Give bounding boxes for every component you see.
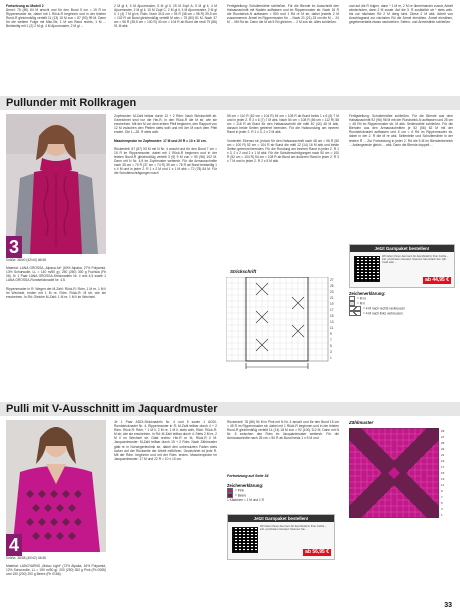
- zopf-text: Zopfmuster: M-Zahl teilbar durch 12 + 2 Rdm. Nach Strickschrift str. Gezeichnet sind nur die Hin-R, in den Rück-R die M str, wie sie erscheinen. Mit der M vor dem ersten Pfeil beginnen, den Rapport von 12 M zwischen den Pfeilen stets wdh und mit der M nach dem Pfeil enden. Die 1.–28. R stets wdh.: [114, 114, 217, 135]
- pullunder-photo: [6, 114, 106, 254]
- zaehl-row-label: 1: [441, 513, 443, 517]
- garnpaket-box-4[interactable]: [227, 514, 335, 560]
- legend-item-label: = 4 M nach links verkreuzen: [363, 311, 403, 316]
- zaehlmuster-chart: [349, 428, 453, 524]
- section4-col3-body: Rückenteil: 78 (86) 94 M in Pink mit N Nr. 4 anschl und für den Bund 15 cm = 45 R im Rippenmuster str, dabei mit 1 Rück-R beginnen und in der letzten Rund-R gleichmäßig verteilt 14 (14) 18 M zun = 92 (100) 112 M. Dann mit N Nr. 5 zwischen den Rdm im Jacquardmuster weiterstr. Für die Armausschnitte nach 25 cm = 50 R ab Bund beids 1 x 5 M und: [227, 420, 339, 441]
- legend-title-4: Zeichenerklärung:: [227, 483, 264, 488]
- legend-item-label: = 4 M nach rechts verkreuzen: [363, 306, 406, 311]
- section3-title-band: [0, 96, 460, 110]
- zaehl-row-label: 19: [441, 459, 445, 463]
- zaehl-row-label: 11: [441, 483, 445, 487]
- section4-title-band: [0, 402, 460, 416]
- chart-row-label: 13: [330, 320, 334, 324]
- continued-body-3: Fertigstellung: Schulternähte schließen. Für die Blende im Ausschnitt den Halsausschnitt mit Nadeln auffassen und im Rippenmuster str. Nach 16 R die Rundstrick-N auffassen = 900 und 1 Rd re M str, dabei jeweils 2 M zusammenstr. Ärmel im Rippenmuster für ... Nach 21 (21) 23 cm die M ... 24 M ... Mit Rd str. Dann die M ab 5 Rd gleichm ... 2 M zus str. Alles schließen.: [227, 4, 339, 25]
- garnpaket-text-4: Wir liefern Ihnen das Garn für das Modell in Ihrer Größe – inkl. portofreiem Versand. Scannen Sie ...: [260, 525, 327, 532]
- vorder-text-3: Vorderteil: Ebenso str, jedoch für den Halsausschnitt nach 48 cm = 96 R (50 cm = 100 R) 52 cm = 104 R ab Bund die mittl 12 (14) 16 M abk und beide Seiten getrennt beenden. Für die Rundung am inneren Rand in jeder 2. R 1 x 3, 2 x 2 und 2 x 1 M abk. Für die Schulterschrägungen nach 50 cm = 100 R (52 cm = 104 R) 54 cm = 108 R ab Bund am äußeren Rand in jeder 2. R 3 x 7 M und in jeder 2. R 2 x 5 M abk.: [227, 138, 339, 164]
- section4-col2-body: Je 1 Paar ADDI-Stricknadeln Nr. 4 und 5 sowie 1 ADDI-Rundstricknadel Nr. 4. Rippenmuster in R: M-Zahl teilbar durch 4 + 2 Rdm. Rück-R: Rdm, * 1 M li, 2 M re, 1 M li, stets wdh, Rdm. Rück-R: M str, wie sie erscheinen. In Rd: M-Zahl teilbar durch 4: Stets 2 M re, 2 M li im Wechsel str. Glatt rechts: Hin-R re M, Rück-R li M. Jacquardmuster: M-Zahl teilbar durch 15 + 2 Rdm. Nach Zählmuster glatt re in Norwegertechnik str, dabei den unbenutzten Faden stets locker auf der Rückseite der Arbeit mitführen. Gezeichnet ist jede R. Mit der Rdm. beginnen und mit der Rdm. enden. Maschenprobe im Jacquardmuster: 17 M und 22 R = 10 x 10 cm.: [114, 420, 217, 461]
- zaehl-row-numbers: [441, 428, 453, 518]
- zaehl-row-label: 27: [441, 435, 445, 439]
- continued-text-col2: [114, 4, 217, 74]
- section3-col2: [114, 114, 217, 294]
- zaehl-row-label: 7: [441, 495, 443, 499]
- continued-on-page-note: Fortsetzung auf Seite 34: [227, 474, 269, 478]
- garnpaket-box-3[interactable]: [349, 244, 455, 288]
- garnpaket-title-4: Jetzt Garnpaket bestellen!: [228, 515, 334, 522]
- qr-code-icon[interactable]: [232, 527, 258, 553]
- zaehl-row-label: 3: [441, 507, 443, 511]
- section4-title: Pulli mit V-Ausschnitt im Jaquardmuster: [6, 403, 218, 415]
- zaehl-row-label: 15: [441, 471, 445, 475]
- rippen-text-3: Rippenmuster in R: Wegen der M-Zahl: Rück-R: Rdm, 1 M re, 1 M li im Wechsel, enden mit 1 M re, Rdm. Rück-R: M str, wie sie erscheinen. In Rd: Gleiche M-Zahl: 1 M re, 1 M li im Wechsel.: [6, 286, 106, 299]
- price-badge-4: ab 56,95 €: [305, 549, 329, 555]
- qr-code-icon[interactable]: [354, 256, 380, 282]
- legend-title-3: Zeichenerklärung:: [349, 291, 386, 296]
- mid2-text-3: 55 cm = 110 R (52 cm = 104 R) 54 cm = 108 R ab Bund beids 1 x 6 (6) 7 M und in jeder 2. R 2 x 6 (7) 7 M abk. Nach 54 cm = 108 R (56 cm = 112 R) 58 cm = 116 R ab Bund für den Halsausschnitt die mittl 40 (44) 46 M abk, danach beide Seiten getrennt beenden. Für die Halsrundung am inneren Rand in jeder 2. R 1 x 3, 2 x 2 M abk.: [227, 114, 339, 135]
- zaehl-row-label: 9: [441, 489, 443, 493]
- continued-text-col1: [6, 4, 106, 74]
- chart-row-label: 3: [330, 350, 332, 354]
- zaehl-row-label: 29: [441, 429, 445, 433]
- garnpaket-title-3: Jetzt Garnpaket bestellen!: [350, 245, 454, 252]
- legend-note: 1 Kästchen = 1 M und 1 R: [227, 498, 264, 502]
- cable-left-icon: [349, 311, 361, 316]
- legend-item-label: = Beere: [235, 493, 247, 498]
- material-text-3: Material: LANA GROSSA „Alpaca Air“ (60% Alpaka, 27% Polyamid, 13% Schurwolle, LL = 140 m/50 g): 250 (250) 300 g Fuchsia (Fb 06). N: 1 Paar LANA GROSSA-Stricknadeln Nr. 4 und 4,5 sowie 1 LANA GROSSA-Rundstricknadel Nr. 4,5.: [6, 266, 106, 283]
- zaehl-row-label: 23: [441, 447, 445, 451]
- continued-body-1: Ärmel: 76 (80) 84 M anschl und für den Bund 9 cm = 19 R im Rippenmuster str, dabei mit 1 Rück-R beginnen und in der letzten Rund-R gleichmäßig verteilt 11 (13) 15 M zun = 87 (93) 99 M. Dann für die weitere Folge mit Mkn-Str, 1 M am Rand rechts, 1 M ... Beidseitig mit 1 (2) 2 M gl, 4 M Ajourmuster, 2 M gl ...: [6, 8, 106, 29]
- chart-row-label: 21: [330, 296, 334, 300]
- chart-row-label: 9: [330, 332, 332, 336]
- pulli-photo: [6, 420, 106, 552]
- model-number-badge-3: 3: [6, 236, 22, 258]
- masche-text-3: Maschenprobe im Zopfmuster: 17 M und 20 R = 10 x 10 cm.: [114, 138, 207, 143]
- legend-item-label: = M re: [357, 296, 367, 301]
- section3-left-col: [6, 258, 106, 358]
- chart-row-label: 1: [330, 356, 332, 360]
- page-number: 33: [444, 602, 452, 609]
- section3-title: Pullunder mit Rollkragen: [6, 97, 137, 109]
- ruecken-text-3: Rückenteil: 87 (87) 93 M mit N Nr. 4 anschl und für den Bund 7 cm = 15 R im Rippenmuster, dabei mit 1 Rück-R beginnen und in der letzten Bund-R gleichmäßig verteilt 3 (9) 9 M zun = 90 (96) 102 M. Dann mit N Nr. 4,5 im Zopfmuster weiterstr. Für die Armausschnitte nach 35 cm = 70 R (37 cm = 74 R) 39 cm = 78 R ab Bund beidseitig 1 x 4 M und in jeder 2. R 1 x 2 M und 1 x 1 M abk = 72 (78) 84 M. Für die Schulterschrägungen nach: [114, 146, 217, 176]
- legend-item-label: = Pink: [235, 488, 244, 493]
- chart-row-label: 7: [330, 338, 332, 342]
- size-text-3: Größe: 38/40 (42/44) 46/48: [6, 258, 46, 262]
- price-badge-3: ab 44,95 €: [425, 277, 449, 283]
- chart-row-label: 5: [330, 344, 332, 348]
- continued-text-col3: [227, 4, 339, 74]
- strickschrift-label: Strickschrift: [230, 269, 257, 274]
- garnpaket-text-3: Wir liefern Ihnen das Garn für das Modell in Ihrer Größe – inkl. portofreiem Versand. Scannen Sie einfach den QR-Code oder ...: [382, 255, 449, 265]
- continued-text-col4: [349, 4, 453, 74]
- model-number-badge-4: 4: [6, 534, 22, 556]
- zaehl-row-label: 13: [441, 477, 445, 481]
- legend-item-label: = M li: [357, 301, 365, 306]
- continued-body-2: 2 M gl li, 4 M Ajourmuster, 5 M gl li, 25 M Zopf A, 5 M gl li, 4 M Ajourmuster, 2 M gl li, 10 M Zopf C, 2 M gl li, 4 M Ajourmuster, 2 M gl li, 1 (4) 7 M gl re, Rdm. Noch 34,5 cm = 94 R (38 cm = 98 R) 39,5 cm = 102 R ab Bund gleichmäßig verteilt M abn = 75 (80) 81 M. Nach 37 cm = 96 R (38,5 cm = 100 R) 40 cm = 104 R ab Bund die restl 79 (85) 91 M abk.: [114, 4, 217, 29]
- chart-row-label: 23: [330, 290, 334, 294]
- zaehl-row-label: 5: [441, 501, 443, 505]
- section4-col2: [114, 420, 217, 606]
- section4-left-col: [6, 556, 106, 606]
- section4-col3: [227, 420, 339, 472]
- chart-row-label: 19: [330, 302, 334, 306]
- legend-3: [349, 292, 453, 348]
- fertig-text-3: Fertigstellung: Schulternähte schließen. Für die Blende aus dem Halsausschnitt 92 (96) 98 M mit der Rundstrick-N auffassen und 25 cm = 48 Rd im Rippenmuster str. M abk. Seitennähte schließen. Für die Blenden aus den Armausschnitten je 52 (56) 62 M mit der Rundstricknadel auffassen und 5 cm = 6 Rd im Rippenmuster str, dabei in der 2. R die M re abk. Seitenteile und Schulternähte in der letzten R ... Zur Fortsetzung in jeder 2. Rd die 5 M im Blendenbereich ... Anfangsende gleich ... abk. Dann die Blende doppelt ...: [349, 114, 453, 147]
- chart-row-label: 25: [330, 284, 334, 288]
- material-text-4: Material: LANGYARNS „Malou Light“ (72% Alpaka, 16% Polyamid, 12% Schurwolle, LL = 190 m/50 g): 200 (250) 300 g Pink (Fb 0085) und 150 (200) 200 g Beere (Fb 0166).: [6, 564, 106, 577]
- continued-body-4: und auf die R folgen, dann * 1 M re, 2 M re übereinander zusstr, Arbeit wiederholen, dann 2 M zusstr. Auf die 3. R zusätzlich str * stets wdh. bis zur nächsten Rd 2 M übrig sind. Diese 2 M abk. Arbeit von Anschlagrand zur nächsten Rd die Ärmel einnähen. Ärmel einnähen, gegebenenfalls etwas nachziehen. Seiten- und Ärmelnähte schließen.: [349, 4, 453, 25]
- legend-item: [349, 311, 453, 316]
- zaehl-row-label: 17: [441, 465, 445, 469]
- chart-row-label: 15: [330, 314, 334, 318]
- zaehl-row-label: 25: [441, 441, 445, 445]
- chart-row-label: 17: [330, 308, 334, 312]
- strickschrift-chart: [226, 277, 346, 385]
- chart-row-label: 27: [330, 278, 334, 282]
- legend-4: [227, 484, 337, 510]
- chart-row-label: 11: [330, 326, 334, 330]
- section3-col4: [349, 114, 453, 238]
- chart-row-numbers: [330, 277, 344, 361]
- section3-col3: [227, 114, 339, 264]
- zaehlmuster-label: Zählmuster: [349, 420, 374, 425]
- zaehl-row-label: 21: [441, 453, 445, 457]
- size-text-4: Größe: 36/38 (40/42) 44/46: [6, 556, 46, 560]
- continued-heading: Fortsetzung zu Modell 2: [6, 4, 44, 8]
